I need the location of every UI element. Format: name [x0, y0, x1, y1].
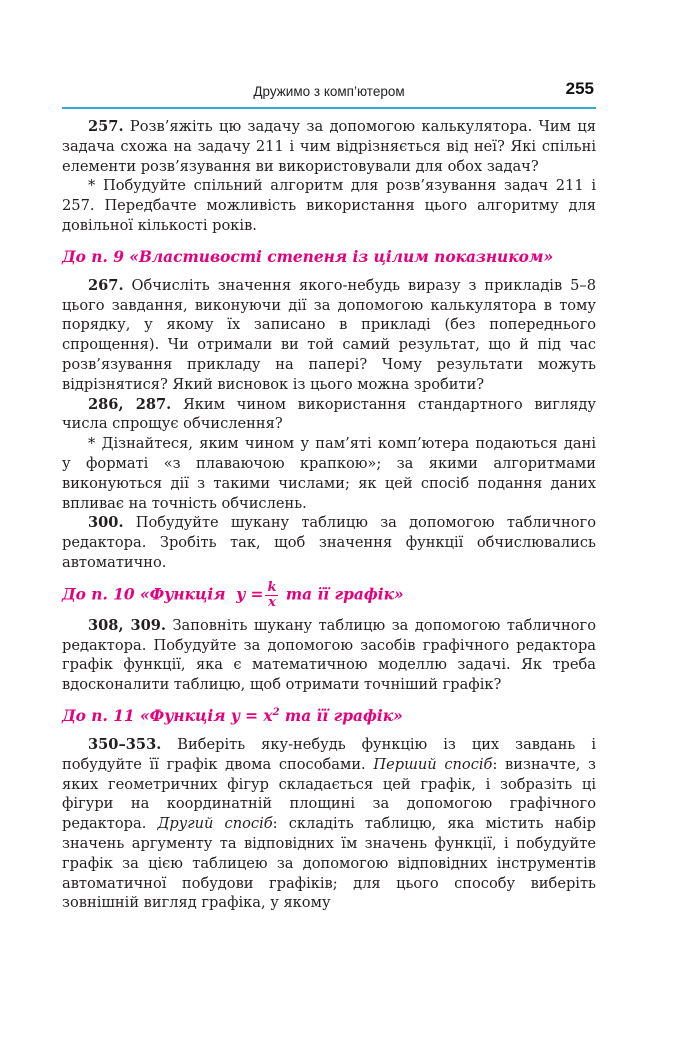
section-heading-10	[62, 581, 596, 610]
exercise-text-part-2: : визначте, з яких геометричних фігур складається цей графік, і зобразіть ці фігури на координатній площині за допомогою графічного редактора.	[62, 755, 597, 833]
section-heading-11	[62, 706, 596, 727]
exercise-number: 350–353.	[88, 735, 162, 753]
exercise-number: 286, 287.	[88, 395, 172, 413]
exponent: 2	[272, 706, 280, 718]
page-body	[62, 117, 596, 913]
exercise-text: Яким чином використання стандартного вигляду числа спрощує обчислення?	[62, 395, 597, 433]
exercise-number: 267.	[88, 276, 124, 294]
exercise-text: Розв’яжіть цю задачу за допомогою калькулятора. Чим ця задача схожа на задачу 211 і чим відрізняється від неї? Які спільні елементи розв’язування ви використовували для обох задач?	[62, 118, 596, 175]
exercise-300	[62, 513, 596, 572]
header-title: Дружимо з комп’ютером	[253, 84, 405, 99]
fraction-denominator: x	[268, 594, 276, 610]
exercise-text-part-3: : складіть таблицю, яка містить набір значень аргументу та відповідних їм значень функції, і побудуйте графік за цією таблицею за допомогою відповідних інструментів автоматичної побудови графіків; для цього способу виберіть зовнішній вигляд графіка, у якому	[62, 815, 596, 912]
exercise-308	[62, 616, 596, 695]
exercise-text: Обчисліть значення якого-небудь виразу з прикладів 5–8 цього завдання, виконуючи дії за допомогою калькулятора в тому порядку, у якому їх записано в прикладі (без попереднього спрощення). Чи отримали ви той самий результат, що й під час розв’язування прикладу на папері? Чому результати можуть відрізнятися? Який висновок із цього можна зробити?	[62, 276, 596, 393]
formula-fraction	[265, 581, 278, 610]
exercise-286	[62, 395, 596, 435]
exercise-257-extra: * Побудуйте спільний алгоритм для розв’язування задач 211 і 257. Передбачте можливість використання цього алгоритму для довільної кількості років.	[62, 177, 596, 234]
method-two-label: Другий спосіб	[157, 815, 273, 833]
heading-prefix: До п. 10 «Функція	[62, 585, 226, 604]
exercise-350	[62, 735, 596, 913]
exercise-number: 300.	[88, 514, 124, 532]
exercise-text: Побудуйте шукану таблицю за допомогою табличного редактора. Зробіть так, щоб значення функції обчислювались автоматично.	[62, 514, 596, 571]
exercise-257	[62, 117, 596, 176]
running-header	[62, 79, 596, 109]
exercise-text: Заповніть шукану таблицю за допомогою табличного редактора. Побудуйте за допомогою засобів графічного редактора графік функції, яка є математичною моделлю задачі. Як треба вдосконалити таблицю, щоб отримати точніший графік?	[62, 616, 596, 694]
exercise-286-extra: * Дізнайтеся, яким чином у пам’яті комп’ютера подаються дані у форматі «з плаваючою крапкою»; за якими алгоритмами виконуються дії з такими числами; як цей спосіб подання даних впливає на точність обчислень.	[62, 435, 596, 512]
heading-suffix: та її графік»	[279, 706, 403, 725]
method-one-label: Перший спосіб	[373, 755, 493, 773]
exercise-number: 308, 309.	[88, 616, 166, 634]
exercise-267	[62, 276, 596, 395]
formula-variable: y	[236, 585, 246, 604]
page-number: 255	[565, 79, 594, 98]
section-heading-9: До п. 9 «Властивості степеня із цілим показником»	[62, 247, 554, 266]
heading-prefix: До п. 11 «Функція y = x	[62, 706, 273, 725]
exercise-text-part-1: Виберіть яку-небудь функцію із цих завдань і побудуйте її графік двома способами.	[62, 735, 596, 773]
exercise-number: 257.	[88, 118, 124, 135]
fraction-numerator: k	[267, 579, 277, 595]
formula-equals: =	[245, 585, 264, 604]
heading-suffix: та її графік»	[285, 585, 404, 604]
